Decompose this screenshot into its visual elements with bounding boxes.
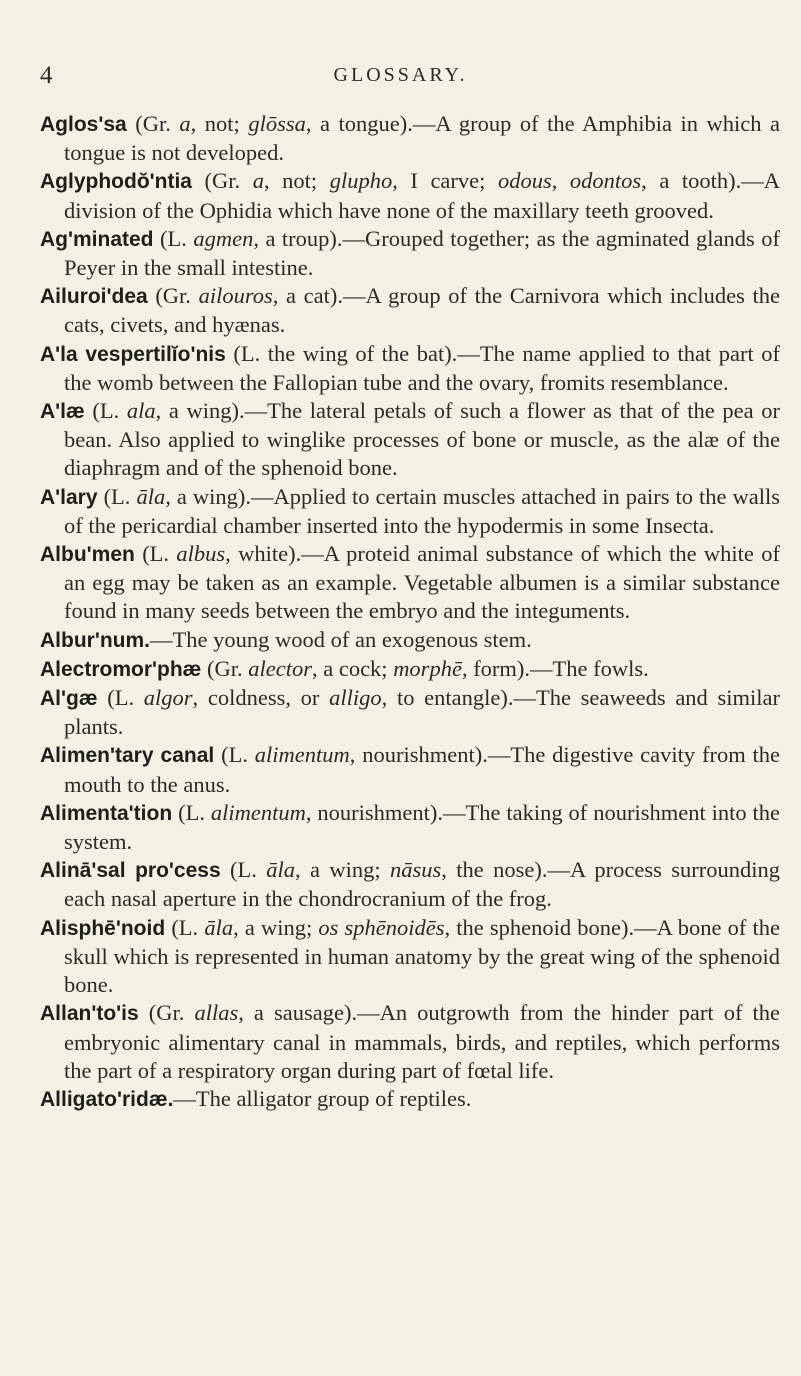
page-header — [0, 62, 801, 94]
entry-definition: —The taking of nourishment into the system. — [64, 799, 780, 855]
entry-headword: Aglos'sa — [40, 113, 127, 136]
entry-definition: —An outgrowth from the hinder part of the embryonic alimentary canal in mammals, birds, and reptiles, which performs the part of a respiratory organ during part of fœtal life. — [64, 1000, 781, 1083]
glossary-entry — [40, 626, 780, 655]
glossary-entry — [40, 914, 780, 1000]
entry-definition: —A bone of the skull which is represented in human anatomy by the great wing of the sphenoid bone. — [64, 914, 780, 998]
glossary-entry — [40, 397, 780, 483]
glossary-entry — [40, 999, 780, 1085]
entry-definition: —The alligator group of reptiles. — [173, 1085, 472, 1111]
entry-etymology: (Gr. a, not; glupho, I carve; odous, odontos, a tooth). — [204, 168, 742, 194]
entry-headword: Alimenta'tion — [40, 801, 173, 825]
entry-etymology: (L. agmen, a troup). — [160, 225, 343, 251]
entry-headword: Alligato'ridæ. — [40, 1087, 174, 1111]
entry-headword: A'la vespertilĭo'nis — [40, 342, 226, 366]
glossary-entry — [40, 282, 780, 339]
glossary-entry — [40, 856, 780, 913]
entry-etymology: (L. ala, a wing). — [92, 398, 245, 424]
entry-definition: —A proteid animal substance of which the white of an egg may be taken as an example. Vegetable albumen is a similar substance found in many seeds between the embryo and the integuments. — [64, 541, 780, 624]
glossary-entry — [40, 799, 780, 856]
glossary-entry — [40, 655, 780, 684]
entry-etymology: (Gr. alector, a cock; morphē, form). — [206, 655, 531, 681]
entry-definition: —The seaweeds and similar plants. — [64, 685, 780, 740]
entry-etymology: (L. algor, coldness, or alligo, to entangle). — [107, 685, 514, 711]
entry-definition: —The digestive cavity from the mouth to the anus. — [64, 742, 780, 797]
entry-etymology: (L. alimentum, nourishment). — [221, 742, 488, 768]
entry-headword: Albur'num. — [40, 628, 150, 652]
glossary-entries — [40, 110, 780, 1114]
entry-definition: —The young wood of an exogenous stem. — [149, 626, 532, 652]
entry-etymology: (L. āla, a wing). — [103, 483, 251, 509]
entry-definition: —The fowls. — [530, 655, 649, 681]
entry-headword: Ailuroi'dea — [40, 285, 148, 309]
glossary-entry — [40, 110, 780, 167]
glossary-entry — [40, 225, 780, 282]
entry-etymology: (Gr. ailouros, a cat). — [155, 283, 343, 309]
entry-headword: A'læ — [40, 400, 85, 424]
entry-headword: Albu'men — [40, 543, 135, 567]
glossary-entry — [40, 684, 780, 741]
entry-definition: —A division of the Ophidia which have none of the maxillary teeth grooved. — [64, 168, 781, 223]
entry-definition: —Applied to certain muscles attached in pairs to the walls of the pericardial chamber inserted into the hypodermis in some Insecta. — [64, 483, 780, 538]
entry-etymology: (Gr. a, not; glōssa, a tongue). — [135, 111, 413, 136]
running-title: GLOSSARY. — [333, 64, 468, 86]
glossary-entry — [40, 741, 780, 798]
entry-definition: —The name applied to that part of the womb between the Fallopian tube and the ovary, fromits resemblance. — [64, 340, 781, 395]
entry-etymology: (L. alimentum, nourishment). — [178, 799, 444, 825]
entry-headword: Allan'to'is — [40, 1002, 139, 1026]
entry-etymology: (L. āla, a wing; os sphēnoidēs, the sphenoid bone). — [171, 914, 635, 940]
page-number: 4 — [40, 62, 53, 89]
entry-headword: Alimen'tary canal — [40, 744, 215, 768]
entry-definition: —A group of the Amphibia in which a tongue is not developed. — [64, 111, 781, 166]
entry-etymology: (Gr. allas, a sausage). — [148, 1000, 358, 1026]
entry-etymology: (L. the wing of the bat). — [233, 340, 458, 366]
glossary-entry — [40, 483, 780, 540]
glossary-entry — [40, 340, 780, 397]
entry-definition: —The lateral petals of such a flower as that of the pea or bean. Also applied to winglike processes of bone or muscle, as the alæ of the diaphragm and of the sphenoid bone. — [64, 398, 780, 481]
entry-headword: Ag'minated — [40, 227, 154, 251]
entry-headword: Alinā'sal pro'cess — [40, 859, 221, 883]
entry-headword: Alisphē'noid — [40, 916, 166, 940]
entry-definition: —A group of the Carnivora which includes the cats, civets, and hyænas. — [64, 283, 780, 338]
entry-definition: —A process surrounding each nasal aperture in the chondrocranium of the frog. — [64, 857, 780, 912]
entry-headword: A'lary — [40, 485, 98, 509]
entry-headword: Aglyphodŏ'ntia — [40, 170, 192, 194]
entry-headword: Alectromor'phæ — [40, 657, 202, 681]
glossary-entry — [40, 167, 780, 224]
entry-headword: Al'gæ — [40, 687, 98, 711]
entry-definition: —Grouped together; as the agminated glands of Peyer in the small intestine. — [64, 225, 780, 281]
glossary-entry — [40, 540, 780, 626]
entry-etymology: (L. āla, a wing; nāsus, the nose). — [230, 857, 548, 883]
entry-etymology: (L. albus, white). — [142, 541, 302, 567]
glossary-entry — [40, 1085, 780, 1114]
